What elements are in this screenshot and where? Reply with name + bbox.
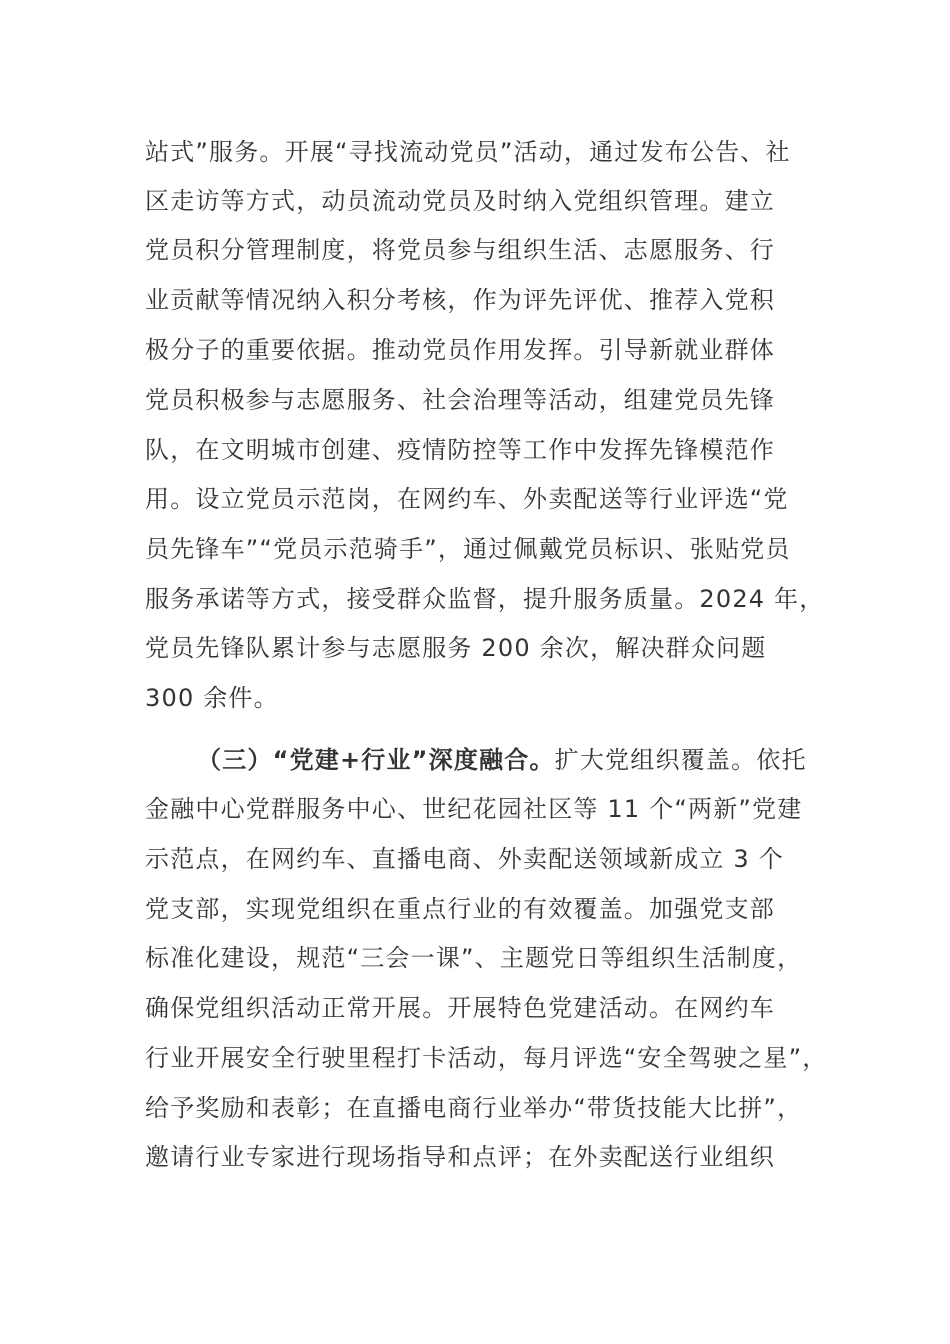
text-line: 党员积分管理制度，将党员参与组织生活、志愿服务、行 bbox=[145, 236, 775, 264]
text-line: 极分子的重要依据。推动党员作用发挥。引导新就业群体 bbox=[145, 336, 775, 364]
text-line: 党支部，实现党组织在重点行业的有效覆盖。加强党支部 bbox=[145, 895, 775, 923]
text-line: 邀请行业专家进行现场指导和点评；在外卖配送行业组织 bbox=[145, 1143, 775, 1171]
text-line: 党员先锋队累计参与志愿服务 200 余次，解决群众问题 bbox=[145, 634, 767, 662]
text-line: 员先锋车”“党员示范骑手”，通过佩戴党员标识、张贴党员 bbox=[145, 535, 791, 563]
text-line: 站式”服务。开展“寻找流动党员”活动，通过发布公告、社 bbox=[145, 138, 791, 166]
text-line: 党员积极参与志愿服务、社会治理等活动，组建党员先锋 bbox=[145, 386, 775, 414]
section-heading: （三）“党建+行业”深度融合。 bbox=[197, 746, 555, 774]
text-line: 业贡献等情况纳入积分考核，作为评先评优、推荐入党积 bbox=[145, 286, 775, 314]
text-line: 标准化建设，规范“三会一课”、主题党日等组织生活制度， bbox=[145, 944, 803, 972]
text-line: 金融中心党群服务中心、世纪花园社区等 11 个“两新”党建 bbox=[145, 795, 803, 823]
text-line: 300 余件。 bbox=[145, 684, 279, 712]
text-line: 行业开展安全行驶里程打卡活动，每月评选“安全驾驶之星”， bbox=[145, 1044, 828, 1072]
text-line: 区走访等方式，动员流动党员及时纳入党组织管理。建立 bbox=[145, 187, 775, 215]
section-heading-line bbox=[197, 744, 807, 776]
text-line: 给予奖励和表彰；在直播电商行业举办“带货技能大比拼”， bbox=[145, 1094, 803, 1122]
text-line: 用。设立党员示范岗，在网约车、外卖配送等行业评选“党 bbox=[145, 485, 789, 513]
section-heading-continuation: 扩大党组织覆盖。依托 bbox=[554, 746, 807, 774]
text-line: 示范点，在网约车、直播电商、外卖配送领域新成立 3 个 bbox=[145, 845, 784, 873]
text-line: 队，在文明城市创建、疫情防控等工作中发挥先锋模范作 bbox=[145, 436, 775, 464]
text-line: 确保党组织活动正常开展。开展特色党建活动。在网约车 bbox=[145, 994, 775, 1022]
text-line: 服务承诺等方式，接受群众监督，提升服务质量。2024 年， bbox=[145, 585, 825, 613]
